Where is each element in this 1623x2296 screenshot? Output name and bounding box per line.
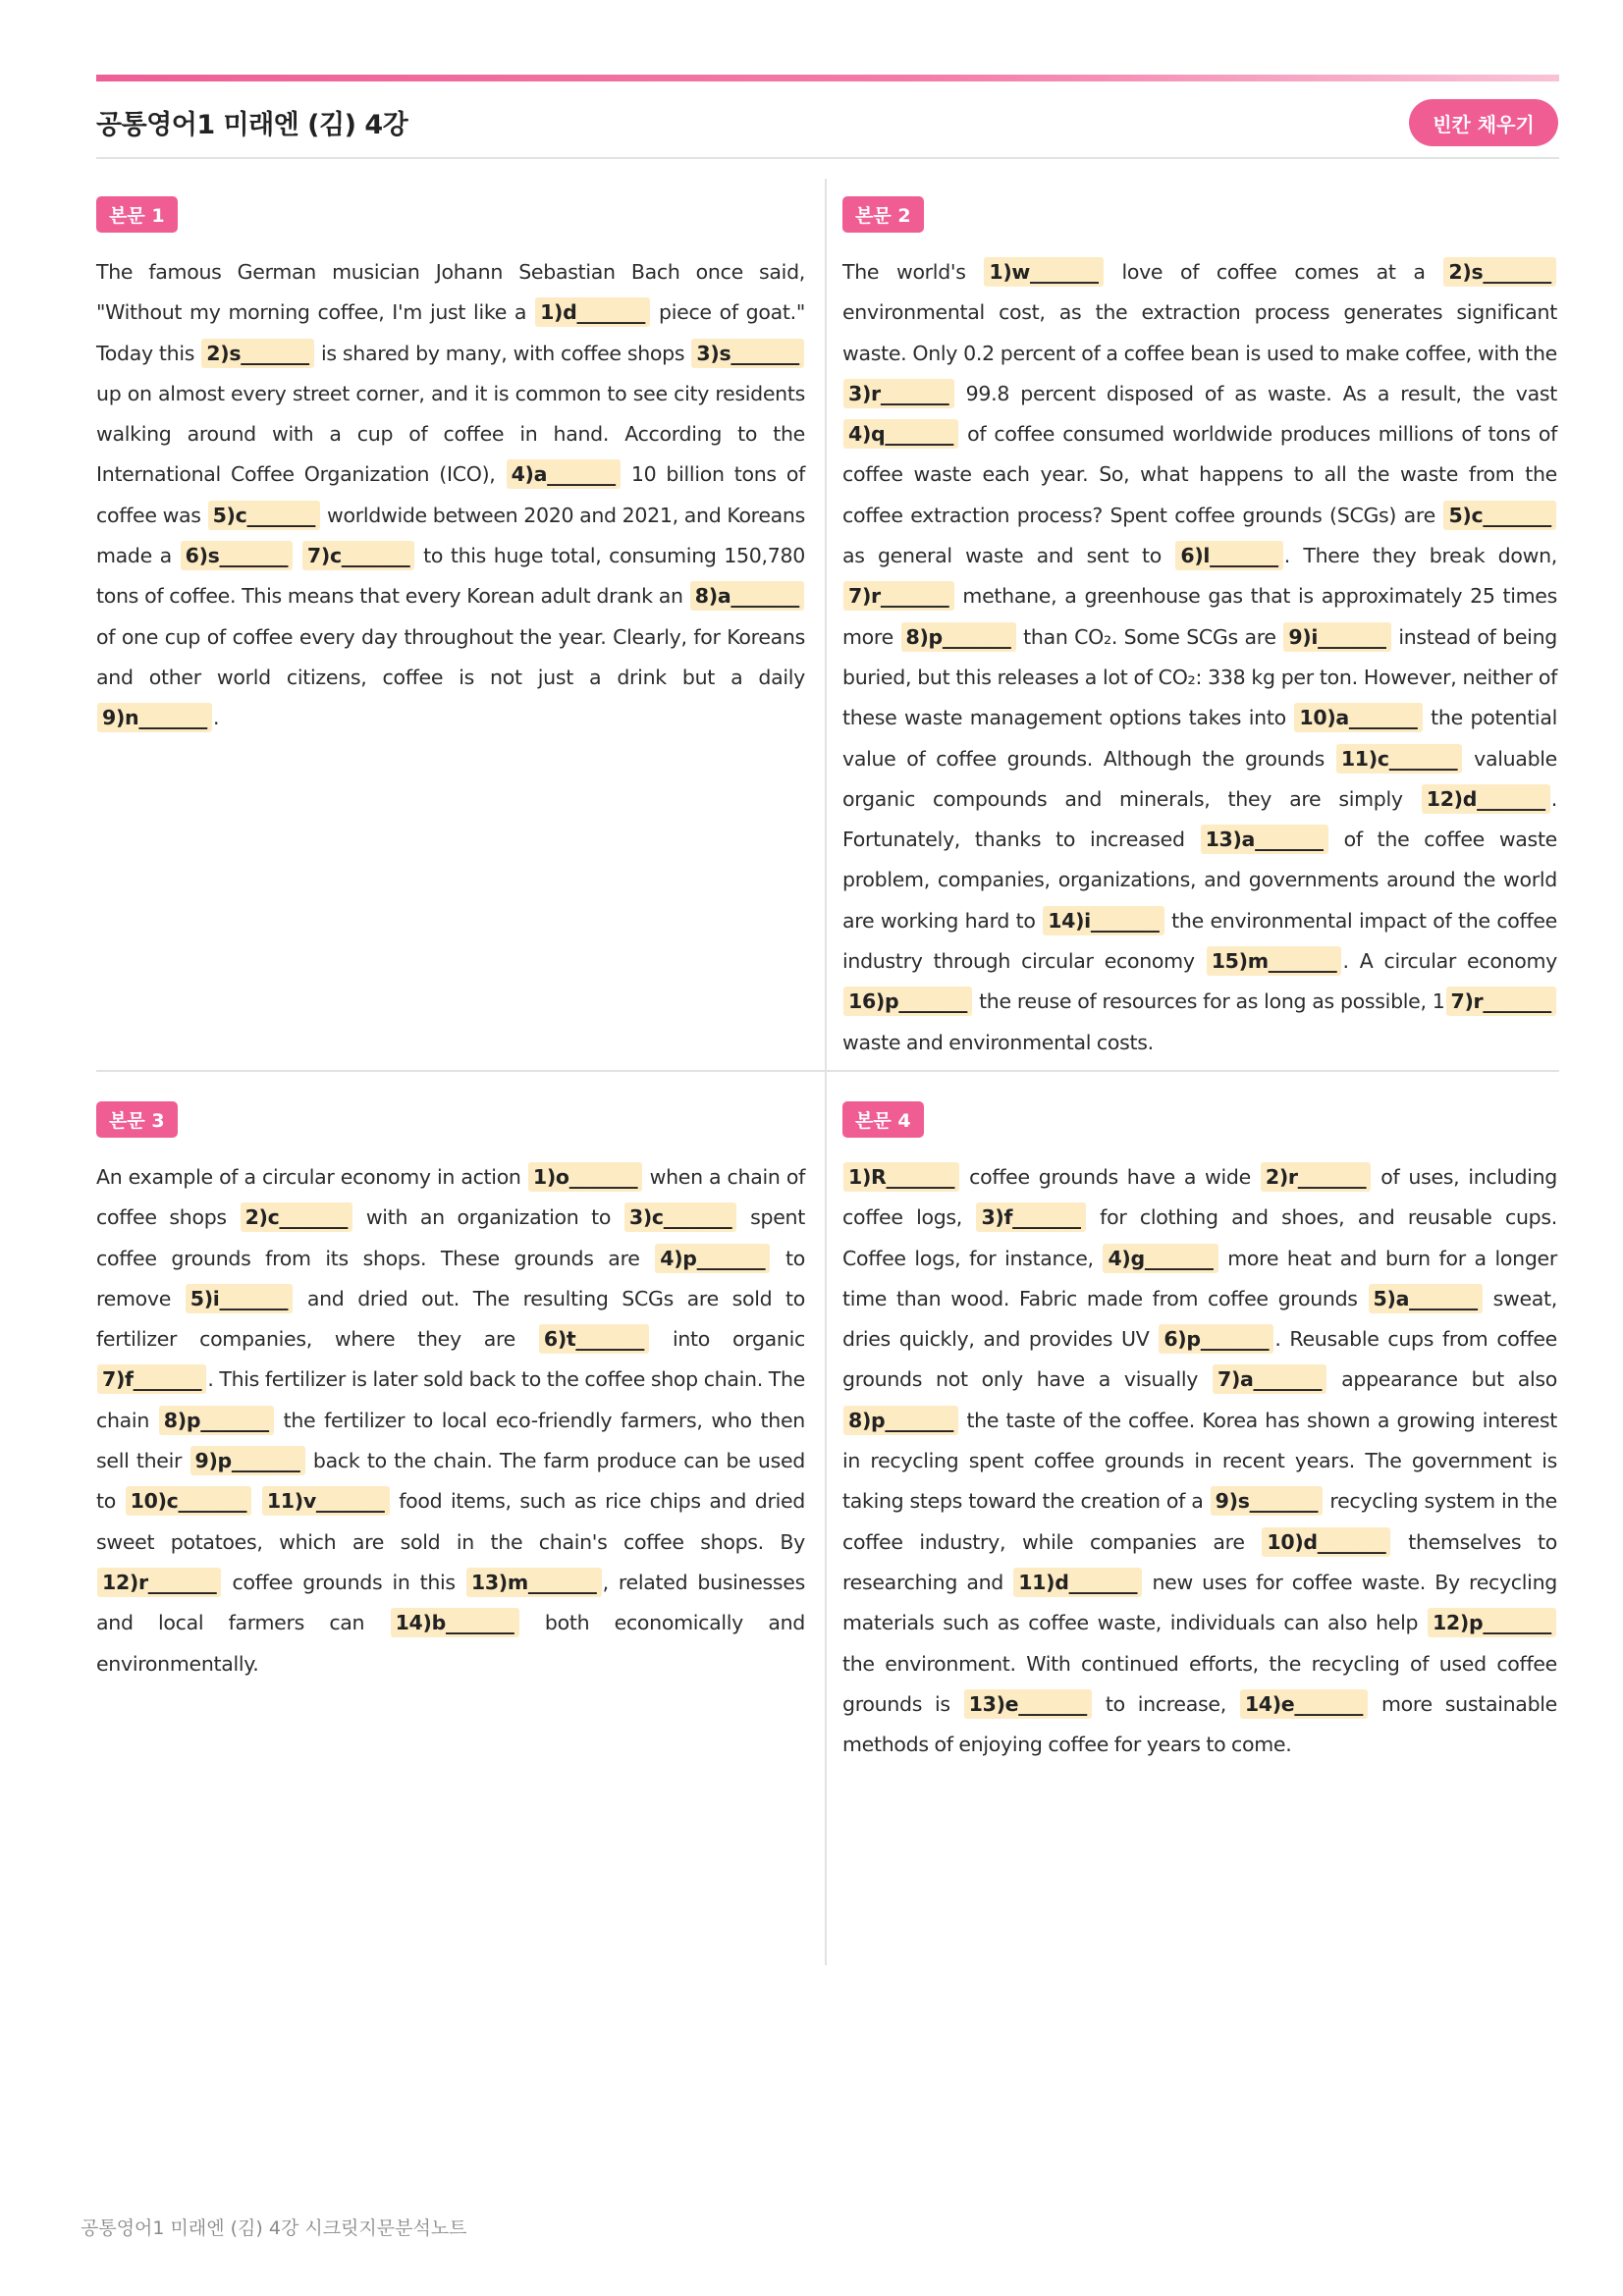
- blank-field[interactable]: 9)n_______: [97, 703, 212, 732]
- passage-text: [96, 252, 805, 739]
- blank-field[interactable]: 10)c_______: [126, 1486, 252, 1516]
- blank-field[interactable]: 5)c_______: [208, 501, 321, 530]
- passage-text-run: with an organization to: [353, 1205, 623, 1230]
- passage-text-run: the reuse of resources for as long as possible, 1: [973, 989, 1445, 1014]
- passage-text-run: love of coffee comes at a: [1104, 260, 1443, 284]
- passage-text-run: .: [212, 706, 220, 730]
- blank-field[interactable]: 7)r_______: [843, 581, 954, 611]
- blank-field[interactable]: 10)d_______: [1262, 1527, 1390, 1557]
- section-label: 본문 2: [842, 196, 924, 233]
- passage-text-run: as general waste and sent to: [842, 544, 1175, 568]
- blank-field[interactable]: 11)c_______: [1336, 744, 1463, 774]
- passage-text-run: to increase,: [1092, 1691, 1239, 1716]
- passage-text-run: [252, 1489, 261, 1513]
- blank-field[interactable]: 2)r_______: [1261, 1162, 1372, 1192]
- passage-text-run: The famous German musician Johann Sebastian Bach once said, "Without my morning coffee, I'm just like a: [96, 260, 805, 325]
- blank-field[interactable]: 7)c_______: [302, 541, 415, 570]
- passage-text-run: than CO₂. Some SCGs are: [1016, 624, 1283, 649]
- mode-badge[interactable]: 빈칸 채우기: [1409, 99, 1558, 146]
- passage-section-3: [96, 1101, 805, 1684]
- blank-field[interactable]: 9)i_______: [1283, 622, 1390, 652]
- blank-field[interactable]: 13)e_______: [964, 1689, 1092, 1719]
- blank-field[interactable]: 4)q_______: [843, 419, 958, 449]
- passage-text-run: of the coffee waste problem, companies, organizations, and governments around the world are working hard to: [842, 828, 1557, 933]
- passage-text-run: valuable organic compounds and minerals, they are simply: [842, 746, 1557, 811]
- passage-text-run: environmental cost, as the extraction process generates significant waste. Only 0.2 percent of a coffee bean is used to make coffee, with the: [842, 300, 1557, 365]
- passage-text-run: coffee grounds have a wide: [960, 1165, 1260, 1189]
- header-accent-bar: [96, 75, 1559, 81]
- passage-text-run: of uses, including coffee logs,: [842, 1165, 1557, 1230]
- blank-field[interactable]: 9)p_______: [190, 1446, 305, 1475]
- passage-text-run: worldwide between 2020 and 2021, and Koreans made a: [96, 503, 806, 568]
- passage-text-run: . Fortunately, thanks to increased: [842, 786, 1557, 852]
- passage-text-run: to remove: [96, 1246, 805, 1310]
- passage-text: [96, 1157, 805, 1684]
- passage-text-run: instead of being buried, but this releases a lot of CO₂: 338 kg per ton. However, neither of these waste management options takes into: [842, 624, 1557, 730]
- passage-text-run: 99.8 percent disposed of as waste. As a result, the vast: [954, 381, 1557, 405]
- passage-text-run: An example of a circular economy in action: [96, 1165, 527, 1189]
- passage-text-run: for clothing and shoes, and reusable cups. Coffee logs, for instance,: [842, 1205, 1557, 1270]
- blank-field[interactable]: 8)p_______: [843, 1406, 958, 1435]
- blank-field[interactable]: 1)o_______: [528, 1162, 642, 1192]
- blank-field[interactable]: 4)a_______: [507, 459, 621, 489]
- passage-section-1: [96, 196, 805, 739]
- passage-text: [842, 252, 1557, 1063]
- passage-text-run: into organic: [650, 1327, 805, 1352]
- blank-field[interactable]: 3)c_______: [624, 1202, 737, 1232]
- blank-field[interactable]: 7)a_______: [1213, 1364, 1326, 1394]
- blank-field[interactable]: 9)s_______: [1211, 1486, 1324, 1516]
- blank-field[interactable]: 16)p_______: [843, 987, 972, 1016]
- blank-field[interactable]: 11)d_______: [1013, 1568, 1142, 1597]
- blank-field[interactable]: 12)d_______: [1422, 784, 1550, 814]
- passage-text-run: themselves to researching and: [842, 1529, 1557, 1594]
- blank-field[interactable]: 14)i_______: [1043, 906, 1163, 935]
- blank-field[interactable]: 10)a_______: [1294, 703, 1422, 732]
- blank-field[interactable]: 12)r_______: [97, 1568, 221, 1597]
- passage-text-run: The world's: [842, 260, 984, 284]
- blank-field[interactable]: 13)m_______: [466, 1568, 602, 1597]
- blank-field[interactable]: 15)m_______: [1207, 946, 1342, 976]
- passage-text-run: sweat, dries quickly, and provides UV: [842, 1286, 1557, 1352]
- passage-text-run: piece of goat." Today this: [96, 300, 805, 365]
- section-label: 본문 1: [96, 196, 178, 233]
- blank-field[interactable]: 6)s_______: [181, 541, 294, 570]
- passage-text-run: spent coffee grounds from its shops. These grounds are: [96, 1205, 805, 1270]
- blank-field[interactable]: 8)a_______: [690, 581, 804, 611]
- passage-text-run: 10 billion tons of coffee was: [96, 462, 806, 527]
- passage-section-4: [842, 1101, 1557, 1765]
- passage-text-run: up on almost every street corner, and it is common to see city residents walking around with a cup of coffee in hand. According to the International Coffee Organization (ICO),: [96, 381, 805, 487]
- section-label: 본문 3: [96, 1101, 178, 1138]
- passage-text-run: and dried out. The resulting SCGs are sold to fertilizer companies, where they are: [96, 1286, 805, 1352]
- blank-field[interactable]: 5)c_______: [1443, 501, 1556, 530]
- column-divider: [825, 179, 827, 1965]
- passage-text-run: to this huge total, consuming 150,780 tons of coffee. This means that every Korean adult drank an: [96, 544, 805, 609]
- passage-text-run: waste and environmental costs.: [842, 1030, 1154, 1054]
- blank-field[interactable]: 7)r_______: [1446, 987, 1557, 1016]
- passage-text-run: methane, a greenhouse gas that is approximately 25 times more: [842, 584, 1557, 649]
- blank-field[interactable]: 14)b_______: [391, 1608, 519, 1637]
- passage-text-run: of coffee consumed worldwide produces millions of tons of coffee waste each year. So, what happens to all the waste from the coffee extraction process? Spent coffee grounds (SCGs) are: [842, 422, 1557, 527]
- blank-field[interactable]: 12)p_______: [1428, 1608, 1556, 1637]
- passage-text-run: , related businesses and local farmers can: [96, 1570, 805, 1635]
- section-label: 본문 4: [842, 1101, 924, 1138]
- passage-text-run: recycling system in the coffee industry, while companies are: [842, 1489, 1557, 1554]
- blank-field[interactable]: 8)p_______: [901, 622, 1016, 652]
- passage-text-run: food items, such as rice chips and dried sweet potatoes, which are sold in the chain's coffee shops. By: [96, 1489, 805, 1554]
- passage-text-run: . This fertilizer is later sold back to the coffee shop chain. The chain: [96, 1367, 805, 1432]
- blank-field[interactable]: 8)p_______: [159, 1406, 274, 1435]
- blank-field[interactable]: 6)l_______: [1175, 541, 1282, 570]
- passage-text-run: coffee grounds in this: [222, 1570, 465, 1594]
- blank-field[interactable]: 6)p_______: [1159, 1324, 1273, 1354]
- passage-text-run: back to the chain. The farm produce can be used to: [96, 1449, 805, 1514]
- passage-text-run: . A circular economy: [1342, 949, 1558, 974]
- blank-field[interactable]: 3)s_______: [691, 339, 804, 368]
- passage-text-run: appearance but also: [1327, 1367, 1557, 1392]
- passage-text-run: of one cup of coffee every day throughout the year. Clearly, for Koreans and other world citizens, coffee is not just a drink but a daily: [96, 624, 805, 689]
- blank-field[interactable]: 14)e_______: [1240, 1689, 1368, 1719]
- passage-text-run: . Reusable cups from coffee grounds not only have a visually: [842, 1327, 1557, 1392]
- passage-text-run: both economically and environmentally.: [96, 1611, 805, 1676]
- passage-text-run: more sustainable methods of enjoying coffee for years to come.: [842, 1691, 1557, 1757]
- blank-field[interactable]: 7)f_______: [97, 1364, 206, 1394]
- page-title: 공통영어1 미래엔 (김) 4강: [96, 110, 408, 140]
- passage-text-run: is shared by many, with coffee shops: [314, 341, 691, 365]
- blank-field[interactable]: 3)r_______: [843, 379, 954, 408]
- blank-field[interactable]: 3)f_______: [976, 1202, 1085, 1232]
- page-footer: 공통영어1 미래엔 (김) 4강 시크릿지문분석노트: [81, 2217, 467, 2239]
- passage-text-run: . There they break down,: [1283, 544, 1557, 568]
- passage-text-run: the taste of the coffee. Korea has shown a growing interest in recycling spent coffee grounds in recent years. The government is taking steps toward the creation of a: [842, 1408, 1557, 1514]
- row-divider: [96, 1070, 1559, 1072]
- passage-text-run: [294, 544, 301, 567]
- passage-text: [842, 1157, 1557, 1765]
- blank-field[interactable]: 5)a_______: [1369, 1284, 1483, 1313]
- blank-field[interactable]: 2)s_______: [201, 339, 314, 368]
- blank-field[interactable]: 1)d_______: [535, 297, 650, 327]
- blank-field[interactable]: 1)w_______: [984, 257, 1103, 287]
- blank-field[interactable]: 2)c_______: [241, 1202, 353, 1232]
- passage-text-run: when a chain of coffee shops: [96, 1165, 805, 1230]
- passage-text-run: the fertilizer to local eco-friendly farmers, who then sell their: [96, 1408, 805, 1473]
- passage-text-run: the environment. With continued efforts, the recycling of used coffee grounds is: [842, 1651, 1557, 1716]
- header-divider: [96, 157, 1559, 159]
- blank-field[interactable]: 6)t_______: [539, 1324, 649, 1354]
- passage-text-run: the potential value of coffee grounds. Although the grounds: [842, 706, 1557, 771]
- blank-field[interactable]: 2)s_______: [1443, 257, 1556, 287]
- blank-field[interactable]: 11)v_______: [262, 1486, 390, 1516]
- blank-field[interactable]: 4)p_______: [655, 1244, 770, 1273]
- passage-section-2: [842, 196, 1557, 1063]
- blank-field[interactable]: 5)i_______: [186, 1284, 293, 1313]
- blank-field[interactable]: 1)R_______: [843, 1162, 959, 1192]
- passage-text-run: more heat and burn for a longer time than wood. Fabric made from coffee grounds: [842, 1246, 1557, 1310]
- passage-text-run: new uses for coffee waste. By recycling materials such as coffee waste, individuals can also help: [842, 1570, 1557, 1635]
- blank-field[interactable]: 13)a_______: [1201, 825, 1328, 854]
- passage-text-run: the environmental impact of the coffee industry through circular economy: [842, 908, 1557, 974]
- blank-field[interactable]: 4)g_______: [1103, 1244, 1217, 1273]
